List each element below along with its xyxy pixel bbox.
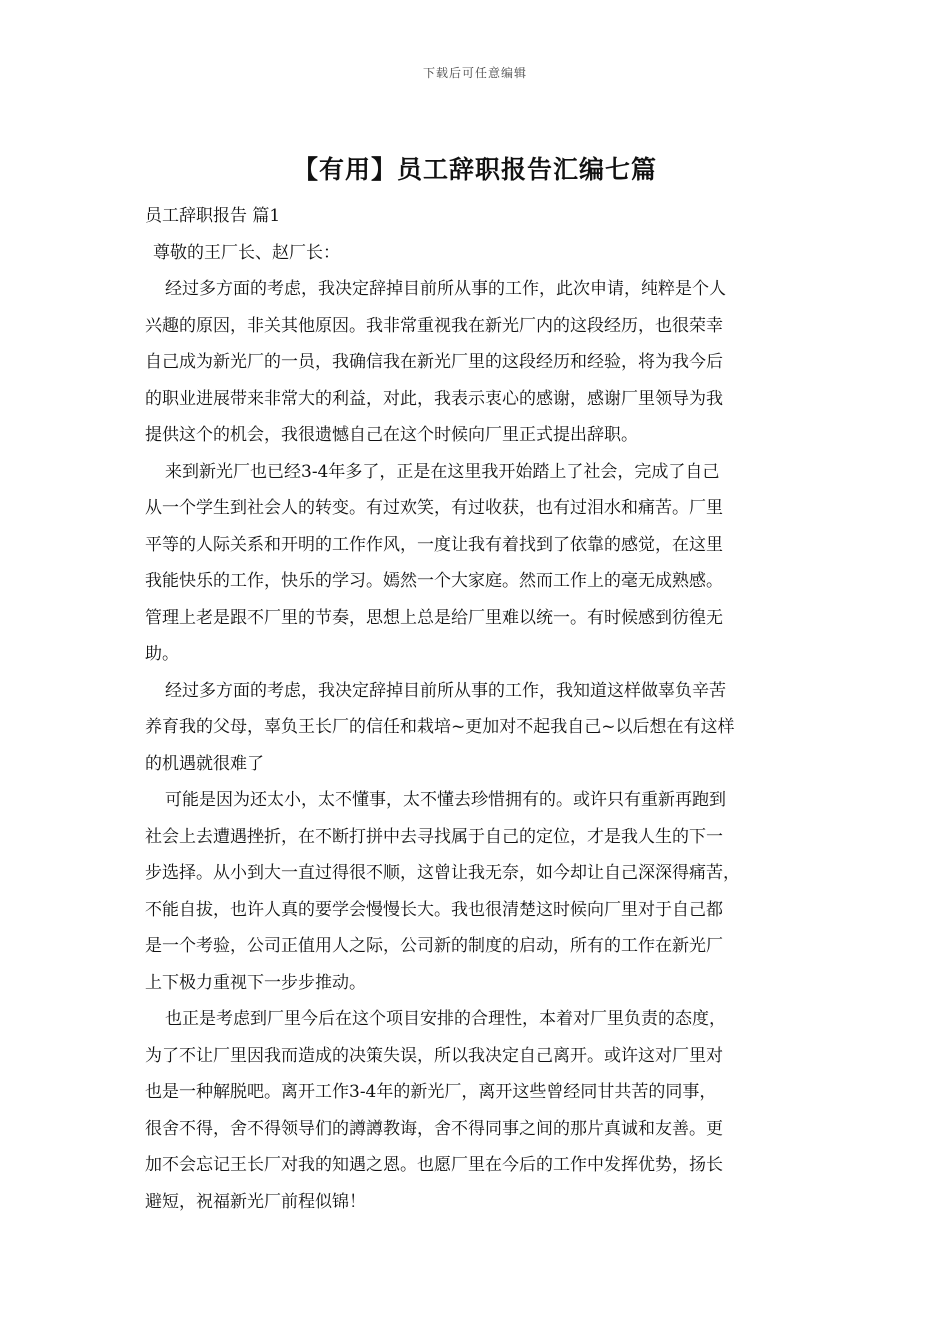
paragraph-line: 管理上老是跟不厂里的节奏，思想上总是给厂里难以统一。有时候感到彷徨无 — [145, 607, 723, 628]
paragraph-line: 养育我的父母，辜负王长厂的信任和栽培~更加对不起我自己~以后想在有这样 — [145, 717, 735, 737]
paragraph-line: 不能自拔，也许人真的要学会慢慢长大。我也很清楚这时候向厂里对于自己都 — [145, 899, 723, 920]
paragraph-line: 平等的人际关系和开明的工作作风，一度让我有着找到了依靠的感觉，在这里 — [145, 534, 723, 555]
paragraph — [145, 1001, 807, 1220]
paragraph-line: 的职业进展带来非常大的利益，对此，我表示衷心的感谢，感谢厂里领导为我 — [145, 388, 723, 409]
paragraph-line: 从一个学生到社会人的转变。有过欢笑，有过收获，也有过泪水和痛苦。厂里 — [145, 498, 723, 518]
paragraph-line: 提供这个的机会，我很遗憾自己在这个时候向厂里正式提出辞职。 — [145, 425, 638, 445]
paragraph-line: 很舍不得，舍不得领导们的譐譐教诲，舍不得同事之间的那片真诚和友善。更 — [145, 1118, 723, 1139]
paragraph-line: 可能是因为还太小，太不懂事，太不懂去珍惜拥有的。或许只有重新再跑到 — [165, 790, 726, 810]
paragraph — [145, 271, 807, 454]
paragraph-line: 来到新光厂也已经3-4年多了，正是在这里我开始踏上了社会，完成了自己 — [165, 461, 720, 482]
paragraph-line: 社会上去遭遇挫折，在不断打拼中去寻找属于自己的定位，才是我人生的下一 — [145, 826, 723, 847]
paragraph-line: 是一个考验，公司正值用人之际，公司新的制度的启动，所有的工作在新光厂 — [145, 936, 723, 956]
paragraph-line: 助。 — [145, 644, 179, 664]
paragraph-line: 经过多方面的考虑，我决定辞掉目前所从事的工作，此次申请，纯粹是个人 — [165, 279, 726, 299]
paragraph-line: 自己成为新光厂的一员，我确信我在新光厂里的这段经历和经验，将为我今后 — [145, 352, 723, 372]
paragraph — [145, 673, 807, 783]
paragraph-line: 避短，祝福新光厂前程似锦！ — [145, 1191, 366, 1212]
paragraph-line: 我能快乐的工作，快乐的学习。嫣然一个大家庭。然而工作上的毫无成熟感。 — [145, 571, 723, 591]
paragraph-line: 步选择。从小到大一直过得很不顺，这曾让我无奈，如今却让自己深深得痛苦， — [145, 863, 740, 883]
document-body — [145, 198, 807, 1220]
paragraph-line: 为了不让厂里因我而造成的决策失误，所以我决定自己离开。或许这对厂里对 — [145, 1045, 723, 1066]
paragraph-line: 上下极力重视下一步步推动。 — [145, 972, 366, 993]
paragraph-line: 也正是考虑到厂里今后在这个项目安排的合理性，本着对厂里负责的态度， — [165, 1009, 726, 1029]
paragraph-line: 经过多方面的考虑，我决定辞掉目前所从事的工作，我知道这样做辜负辛苦 — [165, 680, 726, 701]
paragraph — [145, 782, 807, 1001]
paragraph-line: 的机遇就很难了 — [145, 753, 264, 774]
paragraph — [145, 454, 807, 673]
paragraph-line: 兴趣的原因，非关其他原因。我非常重视我在新光厂内的这段经历，也很荣幸 — [145, 315, 723, 336]
paragraph-line: 加不会忘记王长厂对我的知遇之恩。也愿厂里在今后的工作中发挥优势，扬长 — [145, 1155, 723, 1175]
section-heading: 员工辞职报告 篇1 — [145, 206, 281, 226]
paragraph-line: 也是一种解脱吧。离开工作3-4年的新光厂，离开这些曾经同甘共苦的同事， — [145, 1082, 717, 1102]
document-title: 【有用】员工辞职报告汇编七篇 — [292, 155, 657, 184]
salutation: 尊敬的王厂长、赵厂长： — [153, 242, 340, 263]
header-note: 下载后可任意编辑 — [422, 66, 527, 80]
